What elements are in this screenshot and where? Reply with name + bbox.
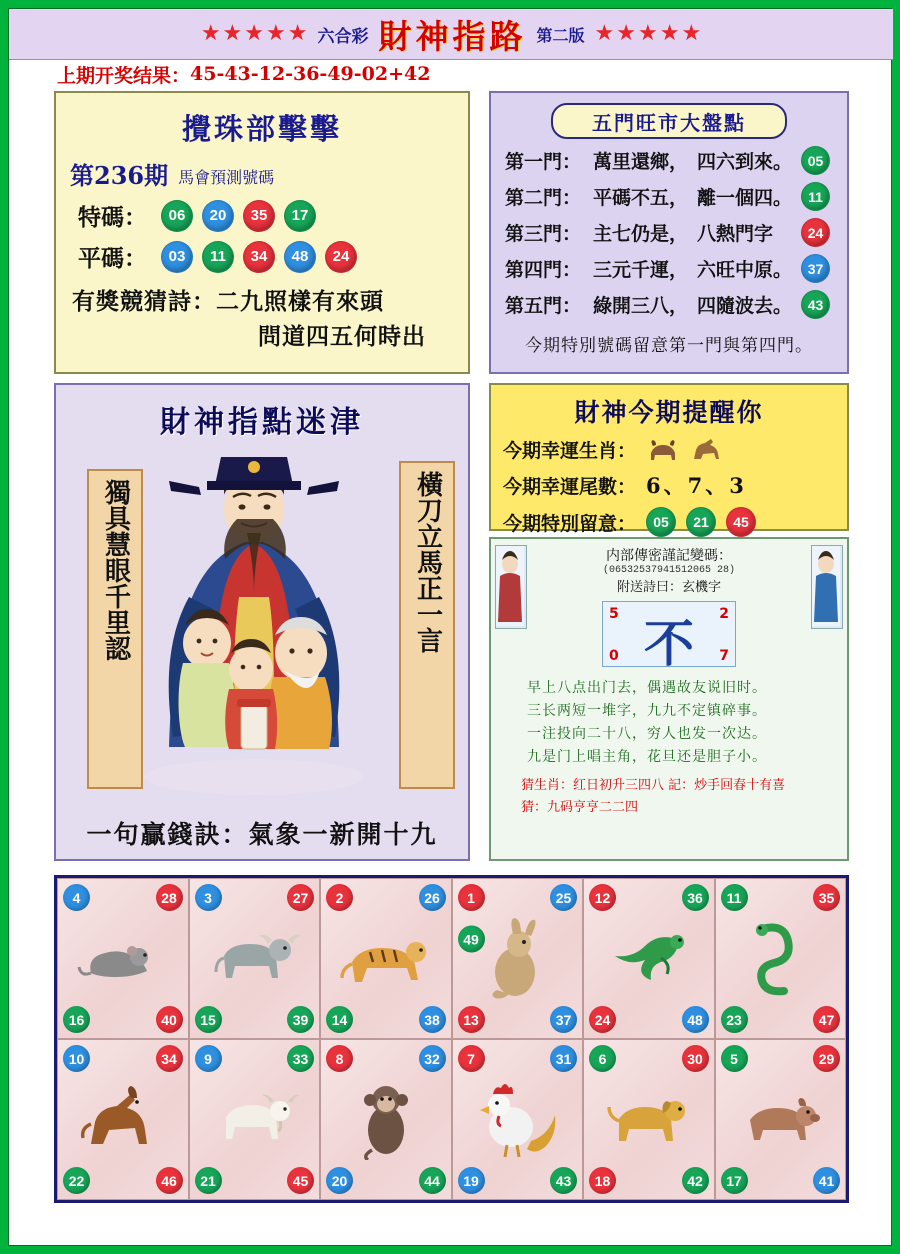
star-icon: ★ bbox=[637, 21, 658, 46]
riddle-line-1: 有獎競猜詩：二九照樣有來頭 bbox=[72, 288, 384, 315]
riddle-line-2: 問道四五何時出 bbox=[258, 323, 426, 350]
zodiac-number: 43 bbox=[550, 1167, 577, 1194]
zodiac-number: 35 bbox=[813, 884, 840, 911]
zodiac-number: 8 bbox=[326, 1045, 353, 1072]
gate-text-b: 離一個四。 bbox=[697, 187, 793, 209]
zodiac-number: 18 bbox=[589, 1167, 616, 1194]
gates-panel bbox=[489, 91, 849, 374]
zodiac-number: 23 bbox=[721, 1006, 748, 1033]
mystic-char: 不 bbox=[644, 614, 694, 673]
secret-guess-block bbox=[521, 774, 847, 815]
zodiac-number: 41 bbox=[813, 1167, 840, 1194]
plain-ball: 48 bbox=[284, 241, 316, 273]
ox-icon bbox=[204, 926, 304, 992]
lucky-tails-row bbox=[503, 470, 847, 500]
zodiac-number-grid bbox=[54, 875, 849, 1203]
gate-ball: 05 bbox=[801, 146, 830, 175]
star-icon: ★ bbox=[616, 21, 636, 46]
gate-ball: 43 bbox=[801, 290, 830, 319]
gate-name: 第二門： bbox=[505, 187, 582, 209]
lucky-zodiac-label: 今期幸運生肖： bbox=[503, 440, 637, 462]
gate-ball: 37 bbox=[801, 254, 830, 283]
gate-text-a: 綠開三八， bbox=[593, 295, 689, 317]
secret-guess-line: 猜：九码亨亨二二四 bbox=[521, 800, 639, 815]
zodiac-number: 17 bbox=[721, 1167, 748, 1194]
zodiac-number: 45 bbox=[287, 1167, 314, 1194]
special-ball: 06 bbox=[161, 200, 193, 232]
star-icon: ★ bbox=[200, 21, 221, 46]
zodiac-number: 3 bbox=[195, 884, 222, 911]
couplet-right bbox=[399, 461, 455, 789]
special-watch-label: 今期特別留意： bbox=[503, 512, 637, 535]
poster-page bbox=[8, 8, 892, 1246]
gate-ball: 11 bbox=[801, 182, 830, 211]
corner-top-right: 2 bbox=[719, 606, 729, 622]
secret-poem-line: 一注投向二十八，穷人也发一次达。 bbox=[527, 726, 767, 742]
plain-row bbox=[78, 240, 468, 273]
lucky-tails-value: 6、7、3 bbox=[646, 473, 747, 498]
gate-row bbox=[505, 146, 847, 175]
gate-name: 第五門： bbox=[505, 295, 582, 317]
star-icon: ★ bbox=[287, 21, 308, 46]
secret-digits: (06532537941512065 28) bbox=[602, 565, 736, 576]
zodiac-number: 7 bbox=[458, 1045, 485, 1072]
special-ball: 17 bbox=[284, 200, 316, 232]
corner-bottom-left: 0 bbox=[609, 648, 619, 664]
issue-subtitle: 馬會預測號碼 bbox=[178, 168, 275, 187]
door-god-right-icon bbox=[811, 545, 843, 629]
gate-row bbox=[505, 182, 847, 211]
special-row bbox=[78, 199, 468, 232]
star-icon: ★ bbox=[681, 21, 702, 46]
corner-bottom-right: 7 bbox=[719, 648, 729, 664]
plain-ball: 03 bbox=[161, 241, 193, 273]
dog-icon bbox=[601, 1087, 697, 1153]
rabbit-icon bbox=[479, 918, 555, 1000]
zodiac-number: 28 bbox=[156, 884, 183, 911]
horse-icon bbox=[690, 437, 724, 463]
couplet-right-text: 橫刀立馬正一言 bbox=[412, 471, 443, 653]
gate-name: 第一門： bbox=[505, 151, 582, 173]
zodiac-number: 13 bbox=[458, 1006, 485, 1033]
zodiac-number: 16 bbox=[63, 1006, 90, 1033]
gate-name: 第四門： bbox=[505, 259, 582, 281]
tiger-icon bbox=[336, 928, 436, 990]
last-draw-line bbox=[9, 61, 893, 87]
zodiac-number: 1 bbox=[458, 884, 485, 911]
plain-label: 平碼： bbox=[78, 245, 147, 272]
zodiac-number: 47 bbox=[813, 1006, 840, 1033]
gate-text-a: 萬里還鄉， bbox=[593, 151, 689, 173]
zodiac-number: 48 bbox=[682, 1006, 709, 1033]
zodiac-cell-ox[interactable] bbox=[189, 878, 321, 1039]
star-icon: ★ bbox=[222, 21, 243, 46]
zodiac-number: 38 bbox=[419, 1006, 446, 1033]
zodiac-number: 22 bbox=[63, 1167, 90, 1194]
zodiac-number: 9 bbox=[195, 1045, 222, 1072]
zodiac-number: 20 bbox=[326, 1167, 353, 1194]
goat-icon bbox=[208, 1087, 300, 1153]
header-subtitle: 六合彩 bbox=[317, 26, 369, 47]
gate-text-a: 三元千運， bbox=[593, 259, 689, 281]
couplet-left-text: 獨具慧眼千里認 bbox=[100, 479, 131, 661]
gate-row bbox=[505, 254, 847, 283]
door-god-left-icon bbox=[495, 545, 527, 629]
zodiac-number: 24 bbox=[589, 1006, 616, 1033]
page-header bbox=[9, 9, 893, 60]
gate-row bbox=[505, 218, 847, 247]
secret-head: 内部傳密謹記變碼： bbox=[606, 548, 732, 564]
zodiac-cell-goat[interactable] bbox=[189, 1039, 321, 1200]
zodiac-number: 42 bbox=[682, 1167, 709, 1194]
couplet-left bbox=[87, 469, 143, 789]
zodiac-number: 15 bbox=[195, 1006, 222, 1033]
stars-left bbox=[201, 23, 308, 45]
zodiac-number: 31 bbox=[550, 1045, 577, 1072]
zodiac-number: 46 bbox=[156, 1167, 183, 1194]
forecast-title: 攪珠部擊擊 bbox=[181, 112, 342, 146]
zodiac-number: 2 bbox=[326, 884, 353, 911]
zodiac-number: 30 bbox=[682, 1045, 709, 1072]
god-panel-title: 財神指點迷津 bbox=[160, 405, 364, 440]
gates-footer: 今期特別號碼留意第一門與第四門。 bbox=[525, 336, 813, 356]
gate-ball: 24 bbox=[801, 218, 830, 247]
secret-poem bbox=[527, 677, 847, 766]
secret-guess-line: 猜生肖：红日初升三四八 記：炒手回春十有喜 bbox=[521, 778, 786, 793]
plain-ball: 34 bbox=[243, 241, 275, 273]
star-icon: ★ bbox=[266, 21, 286, 46]
pig-icon bbox=[734, 1090, 826, 1150]
special-ball: 35 bbox=[243, 200, 275, 232]
zodiac-number: 12 bbox=[589, 884, 616, 911]
zodiac-number: 19 bbox=[458, 1167, 485, 1194]
reminder-title: 財神今期提醒你 bbox=[574, 398, 764, 427]
zodiac-number: 10 bbox=[63, 1045, 90, 1072]
gate-text-a: 主七仍是， bbox=[593, 223, 689, 245]
lucky-tails-label: 今期幸運尾數： bbox=[503, 475, 637, 498]
gate-text-b: 四隨波去。 bbox=[697, 295, 793, 317]
gate-name: 第三門： bbox=[505, 223, 582, 245]
zodiac-number: 32 bbox=[419, 1045, 446, 1072]
god-of-wealth-illustration bbox=[129, 447, 379, 799]
corner-top-left: 5 bbox=[609, 606, 619, 622]
zodiac-number: 33 bbox=[287, 1045, 314, 1072]
zodiac-number: 26 bbox=[419, 884, 446, 911]
page-title: 財神指路 bbox=[378, 16, 527, 56]
stars-right bbox=[595, 23, 702, 45]
zodiac-number: 21 bbox=[195, 1167, 222, 1194]
zodiac-number: 25 bbox=[550, 884, 577, 911]
zodiac-cell-pig[interactable] bbox=[715, 1039, 847, 1200]
zodiac-cell-snake[interactable] bbox=[715, 878, 847, 1039]
zodiac-number: 6 bbox=[589, 1045, 616, 1072]
monkey-icon bbox=[350, 1080, 422, 1160]
snake-icon bbox=[740, 921, 820, 997]
special-watch-ball: 05 bbox=[646, 507, 676, 537]
zodiac-number: 5 bbox=[721, 1045, 748, 1072]
gates-title: 五門旺市大盤點 bbox=[551, 103, 787, 139]
rooster-icon bbox=[473, 1079, 561, 1161]
secret-poem-line: 早上八点出门去，偶遇故友说旧时。 bbox=[527, 680, 767, 696]
special-watch-ball: 45 bbox=[726, 507, 756, 537]
last-draw-numbers: 45-43-12-36-49-02+42 bbox=[190, 63, 431, 85]
star-icon: ★ bbox=[594, 21, 615, 46]
gate-text-b: 八熱門字 bbox=[697, 223, 774, 245]
horse-icon bbox=[75, 1084, 171, 1156]
gate-text-b: 四六到來。 bbox=[697, 151, 793, 173]
star-icon: ★ bbox=[659, 21, 680, 46]
edition-label: 第二版 bbox=[536, 25, 585, 45]
secret-poem-line: 九是门上唱主角，花旦还是胆子小。 bbox=[527, 749, 767, 765]
zodiac-number: 34 bbox=[156, 1045, 183, 1072]
mystic-char-box bbox=[602, 601, 736, 673]
zodiac-number: 40 bbox=[156, 1006, 183, 1033]
gate-text-b: 六旺中原。 bbox=[697, 259, 793, 281]
star-icon: ★ bbox=[244, 21, 265, 46]
secret-code-panel bbox=[489, 537, 849, 861]
plain-ball: 11 bbox=[202, 241, 234, 273]
special-label: 特碼： bbox=[78, 204, 147, 231]
secret-poem-line: 三长两短一堆字，九九不定镇碎事。 bbox=[527, 703, 767, 719]
zodiac-number: 44 bbox=[419, 1167, 446, 1194]
zodiac-cell-rabbit[interactable] bbox=[452, 878, 584, 1039]
dragon-icon bbox=[601, 924, 697, 994]
gate-row bbox=[505, 290, 847, 319]
zodiac-number: 36 bbox=[682, 884, 709, 911]
forecast-panel bbox=[54, 91, 470, 374]
gate-text-a: 平碼不五， bbox=[593, 187, 689, 209]
zodiac-number: 14 bbox=[326, 1006, 353, 1033]
special-watch-ball: 21 bbox=[686, 507, 716, 537]
zodiac-number: 4 bbox=[63, 884, 90, 911]
zodiac-number: 11 bbox=[721, 884, 748, 911]
special-ball: 20 bbox=[202, 200, 234, 232]
special-watch-row bbox=[503, 507, 847, 537]
god-panel-footer: 一句贏錢訣：氣象一新開十九 bbox=[86, 820, 438, 849]
zodiac-cell-dragon[interactable] bbox=[583, 878, 715, 1039]
zodiac-cell-rat[interactable] bbox=[57, 878, 189, 1039]
lucky-zodiac-row bbox=[503, 436, 847, 463]
ox-icon bbox=[646, 437, 680, 463]
issue-row bbox=[70, 156, 468, 191]
zodiac-number: 27 bbox=[287, 884, 314, 911]
zodiac-number: 37 bbox=[550, 1006, 577, 1033]
rat-icon bbox=[77, 929, 169, 989]
zodiac-cell-monkey[interactable] bbox=[320, 1039, 452, 1200]
zodiac-cell-tiger[interactable] bbox=[320, 878, 452, 1039]
zodiac-cell-rooster[interactable] bbox=[452, 1039, 584, 1200]
zodiac-cell-horse[interactable] bbox=[57, 1039, 189, 1200]
zodiac-cell-dog[interactable] bbox=[583, 1039, 715, 1200]
zodiac-number: 39 bbox=[287, 1006, 314, 1033]
last-draw-label: 上期开奖结果： bbox=[57, 64, 191, 87]
plain-ball: 24 bbox=[325, 241, 357, 273]
secret-subtitle: 附送詩曰：玄機字 bbox=[616, 580, 721, 595]
zodiac-number: 29 bbox=[813, 1045, 840, 1072]
zodiac-number: 49 bbox=[458, 926, 485, 953]
reminder-panel bbox=[489, 383, 849, 535]
issue-number: 第236期 bbox=[70, 161, 169, 190]
